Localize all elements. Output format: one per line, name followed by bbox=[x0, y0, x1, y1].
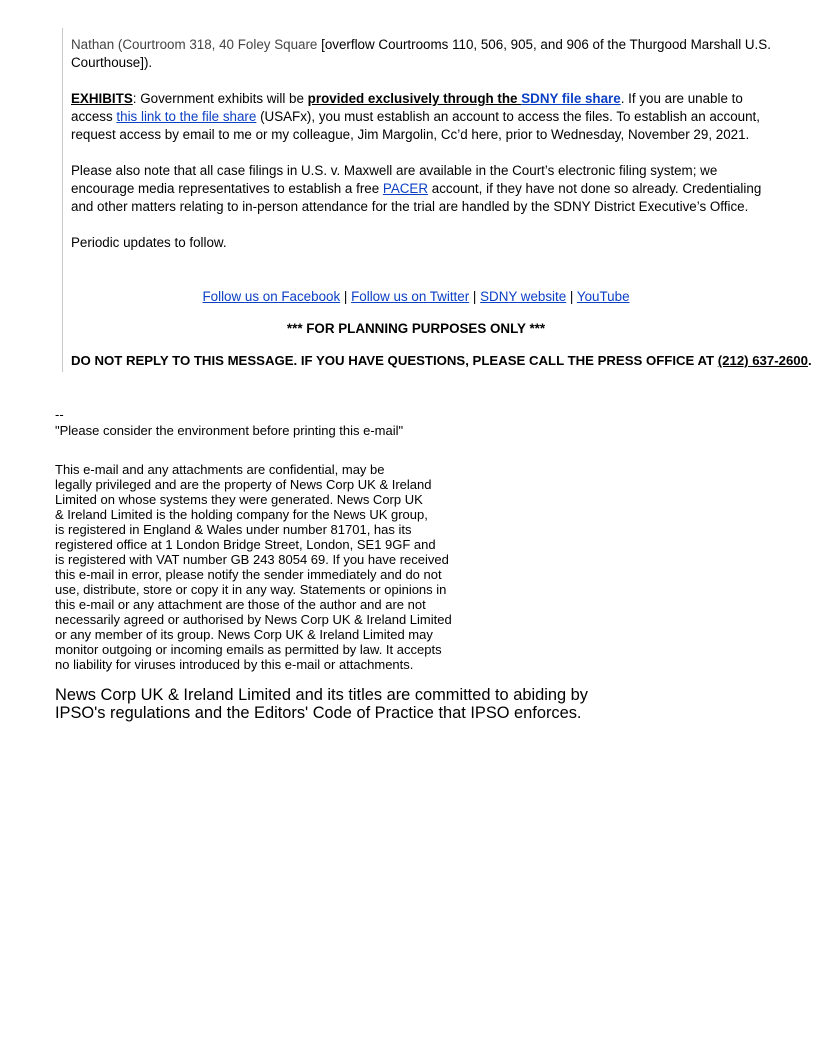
disclaimer-line: is registered in England & Wales under number 81701, has its bbox=[55, 522, 412, 537]
disclaimer-line: & Ireland Limited is the holding company for the News UK group, bbox=[55, 507, 428, 522]
exhibits-text-3: (USAFx), you must establish an account to access the files. To establish an account, request access by email to me or my colleague, Jim Margolin, Cc’d here, prior to Wednesday, November 29, 2021. bbox=[71, 109, 760, 142]
ipso-notice bbox=[55, 686, 588, 722]
exhibits-text-1: : Government exhibits will be bbox=[132, 91, 308, 106]
exhibits-paragraph bbox=[71, 90, 771, 144]
exhibits-text-2: . If you are unable to access bbox=[71, 91, 743, 124]
disclaimer-line: necessarily agreed or authorised by News Corp UK & Ireland Limited bbox=[55, 612, 452, 627]
separator: | bbox=[566, 289, 577, 304]
disclaimer-line: use, distribute, store or copy it in any way. Statements or opinions in bbox=[55, 582, 447, 597]
disclaimer-line: is registered with VAT number GB 243 8054 69. If you have received bbox=[55, 552, 449, 567]
courtroom-text-start: Nathan (Courtroom 318, 40 Foley Square bbox=[71, 37, 318, 52]
disclaimer-line: legally privileged and are the property of News Corp UK & Ireland bbox=[55, 477, 432, 492]
social-links bbox=[63, 288, 769, 306]
separator: | bbox=[469, 289, 481, 304]
ipso-line: News Corp UK & Ireland Limited and its titles are committed to abiding by bbox=[55, 686, 588, 704]
file-share-link[interactable]: this link to the file share bbox=[116, 109, 257, 124]
disclaimer-line: this e-mail in error, please notify the sender immediately and do not bbox=[55, 567, 442, 582]
updates-paragraph: Periodic updates to follow. bbox=[71, 235, 227, 250]
planning-notice: *** FOR PLANNING PURPOSES ONLY *** bbox=[286, 321, 546, 336]
filings-text-2: account, if they have not done so already. Credentialing and other matters relating to in-person attendance for the trial are handled by the SDNY District Executive’s Office. bbox=[71, 181, 762, 214]
disclaimer-line: This e-mail and any attachments are confidential, may be bbox=[55, 462, 385, 477]
exhibits-label: EXHIBITS bbox=[71, 91, 133, 106]
courtroom-text-rest: [overflow Courtrooms 110, 506, 905, and 906 of the Thurgood Marshall U.S. Courthouse]). bbox=[71, 37, 771, 70]
no-reply-notice bbox=[71, 352, 812, 370]
disclaimer-line: this e-mail or any attachment are those of the author and are not bbox=[55, 597, 426, 612]
exhibits-bold-text: provided exclusively through the bbox=[307, 91, 522, 106]
ipso-line: IPSO's regulations and the Editors' Code of Practice that IPSO enforces. bbox=[55, 704, 582, 722]
youtube-link[interactable]: YouTube bbox=[576, 289, 630, 304]
disclaimer-line: Limited on whose systems they were generated. News Corp UK bbox=[55, 492, 423, 507]
facebook-link[interactable]: Follow us on Facebook bbox=[202, 289, 341, 304]
sdny-file-share-link[interactable]: SDNY file share bbox=[521, 91, 621, 106]
disclaimer-line: no liability for viruses introduced by this e-mail or attachments. bbox=[55, 657, 414, 672]
no-reply-end: . bbox=[807, 353, 812, 368]
disclaimer-line: registered office at 1 London Bridge Street, London, SE1 9GF and bbox=[55, 537, 436, 552]
quoted-message bbox=[62, 28, 812, 372]
filings-text-1: Please also note that all case filings in U.S. v. Maxwell are available in the Court’s electronic filing system; we encourage media representatives to establish a free bbox=[71, 163, 718, 196]
filings-paragraph bbox=[71, 162, 771, 216]
no-reply-text: DO NOT REPLY TO THIS MESSAGE. IF YOU HAVE QUESTIONS, PLEASE CALL THE PRESS OFFICE AT bbox=[71, 353, 718, 368]
twitter-link[interactable]: Follow us on Twitter bbox=[351, 289, 470, 304]
press-office-phone[interactable]: (212) 637-2600 bbox=[717, 353, 808, 368]
disclaimer-line: monitor outgoing or incoming emails as permitted by law. It accepts bbox=[55, 642, 442, 657]
environment-notice: "Please consider the environment before printing this e-mail" bbox=[55, 423, 404, 438]
confidentiality-disclaimer bbox=[55, 462, 525, 672]
courtroom-paragraph bbox=[71, 36, 771, 72]
separator: | bbox=[340, 289, 352, 304]
signature-separator: -- bbox=[55, 407, 64, 422]
disclaimer-line: or any member of its group. News Corp UK & Ireland Limited may bbox=[55, 627, 433, 642]
pacer-link[interactable]: PACER bbox=[382, 181, 429, 196]
sdny-website-link[interactable]: SDNY website bbox=[480, 289, 567, 304]
